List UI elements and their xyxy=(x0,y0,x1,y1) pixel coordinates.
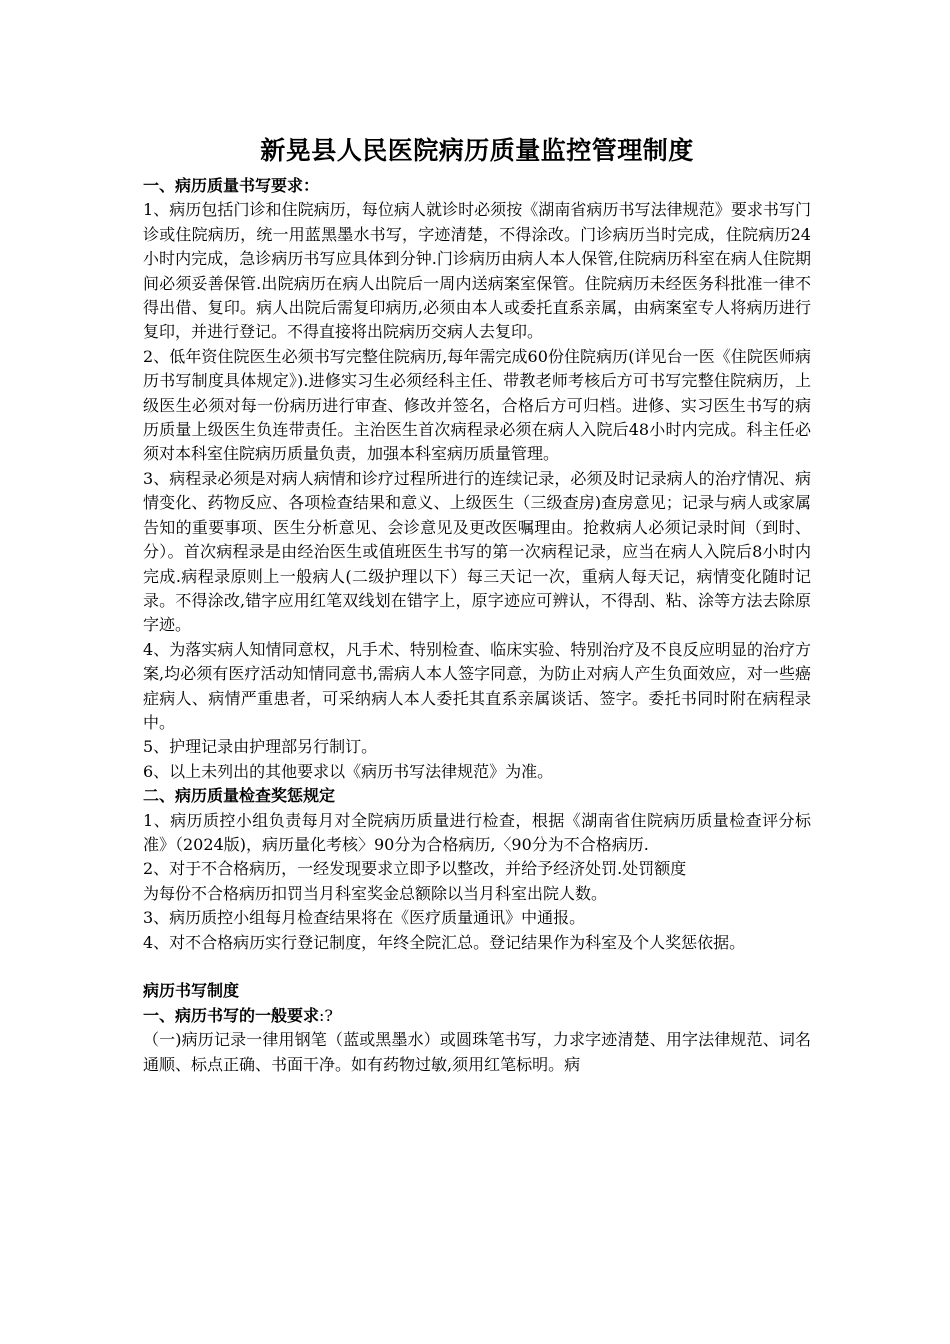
section-heading-inspection-rules: 二、病历质量检查奖惩规定 xyxy=(143,786,336,806)
paragraph-2-2b: 为每份不合格病历扣罚当月科室奖金总额除以当月科室出院人数。 xyxy=(143,883,608,903)
document-page xyxy=(143,0,811,1077)
section-heading-writing-requirements: 一、病历质量书写要求： xyxy=(143,176,320,195)
paragraph-1-3: 3、病程录必须是对病人病情和诊疗过程所进行的连续记录，必须及时记录病人的治疗情况、病情变化、药物反应、各项检查结果和意义、上级医生（三级查房)查房意见；记录与病人或家属告知的重要事项、医生分析意见、会诊意见及更改医嘱理由。抢救病人必须记录时间（到时、分）。首次病程录是由经治医生或值班医生书写的第一次病程记录，应当在病人入院后8小时内完成.病程录原则上一般病人(二级护理以下）每三天记一次，重病人每天记，病情变化随时记录。不得涂改,错字应用红笔双线划在错字上，原字迹应可辨认，不得刮、粘、涂等方法去除原字迹。 xyxy=(143,468,811,635)
section-heading-general-requirements xyxy=(143,1004,811,1028)
general-requirements-label: 一、病历书写的一般要求 xyxy=(143,1005,320,1025)
paragraph-2-2a: 2、对于不合格病历，一经发现要求立即予以整改，并给予经济处罚.处罚额度 xyxy=(143,859,687,879)
paragraph-2-1: 1、病历质控小组负责每月对全院病历质量进行检查，根据《湖南省住院病历质量检查评分标准》（2024版)，病历量化考核〉90分为合格病历,〈90分为不合格病历. xyxy=(143,810,811,854)
paragraph-1-5: 5、护理记录由护理部另行制订。 xyxy=(143,737,378,757)
paragraph-1-6: 6、以上未列出的其他要求以《病历书写法律规范》为准。 xyxy=(143,761,554,781)
section-title-writing-system: 病历书写制度 xyxy=(143,981,240,1001)
paragraph-2-4: 4、对不合格病历实行登记制度，年终全院汇总。登记结果作为科室及个人奖惩依据。 xyxy=(143,932,746,952)
document-title: 新晃县人民医院病历质量监控管理制度 xyxy=(260,136,694,165)
paragraph-1-2: 2、低年资住院医生必须书写完整住院病历,每年需完成60份住院病历(详见台一医《住院医师病历书写制度具体规定》).进修实习生必须经科主任、带教老师考核后方可书写完整住院病历，上级医生必须对每一份病历进行审查、修改并签名，合格后方可归档。进修、实习医生书写的病历质量上级医生负连带责任。主治医生首次病程录必须在病人入院后48小时内完成。科主任必须对本科室住院病历质量负责，加强本科室病历质量管理。 xyxy=(143,346,811,464)
blank-line xyxy=(143,955,811,979)
paragraph-2-3: 3、病历质控小组每月检查结果将在《医疗质量通讯》中通报。 xyxy=(143,908,586,928)
general-requirements-suffix: :? xyxy=(319,1005,333,1025)
paragraph-3-1: （一)病历记录一律用钢笔（蓝或黑墨水）或圆珠笔书写，力求字迹清楚、用字法律规范、词名通顺、标点正确、书面干净。如有药物过敏,须用红笔标明。病 xyxy=(143,1030,811,1074)
paragraph-1-1: 1、病历包括门诊和住院病历，每位病人就诊时必须按《湖南省病历书写法律规范》要求书写门诊或住院病历，统一用蓝黑墨水书写，字迹清楚，不得涂改。门诊病历当时完成，住院病历24小时内完成，急诊病历书写应具体到分钟.门诊病历由病人本人保管,住院病历科室在病人住院期间必须妥善保管.出院病历在病人出院后一周内送病案室保管。住院病历未经医务科批准一律不得出借、复印。病人出院后需复印病历,必须由本人或委托直系亲属，由病案室专人将病历进行复印，并进行登记。不得直接将出院病历交病人去复印。 xyxy=(143,200,811,342)
paragraph-1-4: 4、为落实病人知情同意权，凡手术、特别检查、临床实验、特别治疗及不良反应明显的治疗方案,均必须有医疗活动知情同意书,需病人本人签字同意，为防止对病人产生负面效应，对一些癌症病人、病情严重患者，可采纳病人本人委托其直系亲属谈话、签字。委托书同时附在病程录中。 xyxy=(143,639,811,732)
